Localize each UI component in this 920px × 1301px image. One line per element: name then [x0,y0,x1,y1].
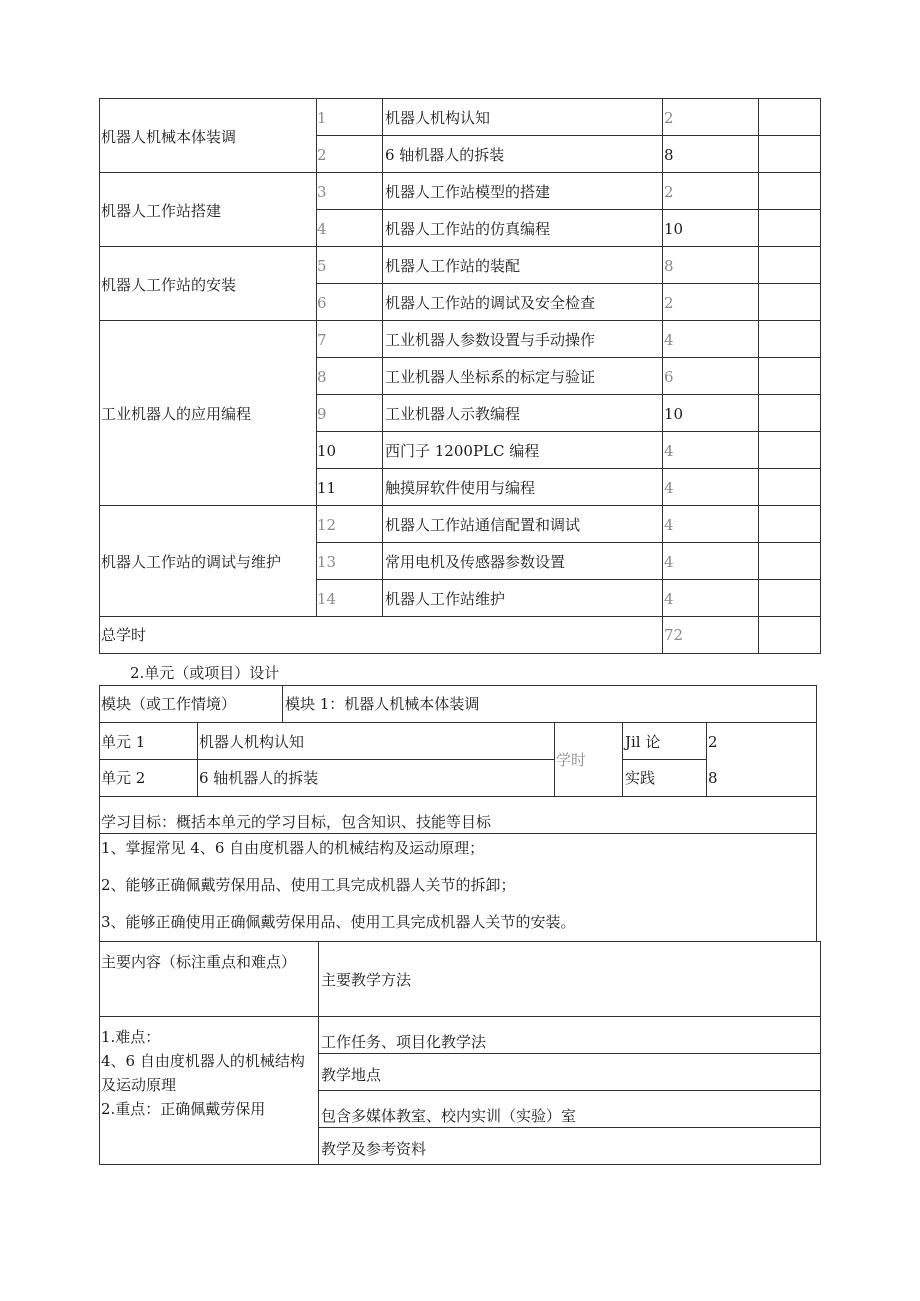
row-task: 机器人工作站模型的搭建 [385,183,551,201]
row-task: 机器人工作站的装配 [385,257,521,275]
location-value: 包含多媒体教室、校内实训（实验）室 [321,1107,577,1125]
row-hours: 4 [664,553,674,571]
total-label: 总学时 [101,626,147,644]
objective-item: 1、掌握常见 4、6 自由度机器人的机械结构及运动原理； [101,839,485,857]
row-hours: 10 [664,220,684,238]
row-no: 4 [317,220,327,238]
unit2-label: 单元 2 [101,769,146,787]
method-label: 主要教学方法 [321,971,412,989]
practice-label: 实践 [625,769,656,787]
practice-value: 8 [708,769,718,787]
theory-value: 2 [708,733,718,751]
objective-item: 3、能够正确使用正确佩戴劳保用品、使用工具完成机器人关节的安装。 [101,913,576,931]
row-hours: 2 [664,183,674,201]
row-hours: 6 [664,368,674,386]
row-no: 13 [317,553,337,571]
row-hours: 4 [664,331,674,349]
row-hours: 8 [664,257,674,275]
row-hours: 4 [664,479,674,497]
row-hours: 2 [664,109,674,127]
row-hours: 4 [664,442,674,460]
row-hours: 2 [664,294,674,312]
row-no: 7 [317,331,327,349]
row-hours: 4 [664,590,674,608]
row-task: 工业机器人坐标系的标定与验证 [385,368,596,386]
row-task: 机器人工作站的仿真编程 [385,220,551,238]
row-no: 12 [317,516,337,534]
objective-item: 2、能够正确佩戴劳保用品、使用工具完成机器人关节的拆卸； [101,876,516,894]
row-hours: 10 [664,405,684,423]
group-name: 工业机器人的应用编程 [101,405,252,423]
group-name: 机器人工作站的调试与维护 [101,553,282,571]
row-no: 6 [317,294,327,312]
row-task: 工业机器人示教编程 [385,405,521,423]
row-task: 工业机器人参数设置与手动操作 [385,331,596,349]
row-no: 1 [317,109,327,127]
group-name: 机器人工作站搭建 [101,202,222,220]
unit1-value: 机器人机构认知 [199,733,305,751]
row-task: 6 轴机器人的拆装 [385,146,505,164]
group-name: 机器人机械本体装调 [101,128,237,146]
row-no: 14 [317,590,337,608]
objectives-title: 学习目标：概括本单元的学习目标，包含知识、技能等目标 [101,813,492,831]
row-task: 常用电机及传感器参数设置 [385,553,566,571]
theory-label: Jil 论 [625,733,661,751]
row-task: 西门子 1200PLC 编程 [385,442,540,460]
unit1-label: 单元 1 [101,733,146,751]
total-hours: 72 [664,626,684,644]
row-no: 9 [317,405,327,423]
row-hours: 8 [664,146,674,164]
method-value: 工作任务、项目化教学法 [321,1033,487,1051]
unit2-value: 6 轴机器人的拆装 [199,769,319,787]
row-hours: 4 [664,516,674,534]
section-heading: 2.单元（或项目）设计 [130,664,280,682]
hours-label: 学时 [556,751,587,769]
location-label: 教学地点 [321,1066,382,1084]
module-label: 模块（或工作情境） [101,695,237,713]
module-value: 模块 1：机器人机械本体装调 [285,695,480,713]
row-no: 10 [317,442,337,460]
row-task: 机器人工作站维护 [385,590,506,608]
row-task: 机器人机构认知 [385,109,491,127]
row-no: 5 [317,257,327,275]
row-no: 3 [317,183,327,201]
group-name: 机器人工作站的安装 [101,276,237,294]
row-task: 机器人工作站通信配置和调试 [385,516,581,534]
row-no: 11 [317,479,337,497]
content-text: 1.难点： 4、6 自由度机器人的机械结构及运动原理 2.重点：正确佩戴劳保用 [101,1028,305,1118]
row-task: 机器人工作站的调试及安全检查 [385,294,596,312]
row-no: 8 [317,368,327,386]
row-task: 触摸屏软件使用与编程 [385,479,536,497]
row-no: 2 [317,146,327,164]
content-label: 主要内容（标注重点和难点） [101,953,297,971]
materials-label: 教学及参考资料 [321,1140,427,1158]
